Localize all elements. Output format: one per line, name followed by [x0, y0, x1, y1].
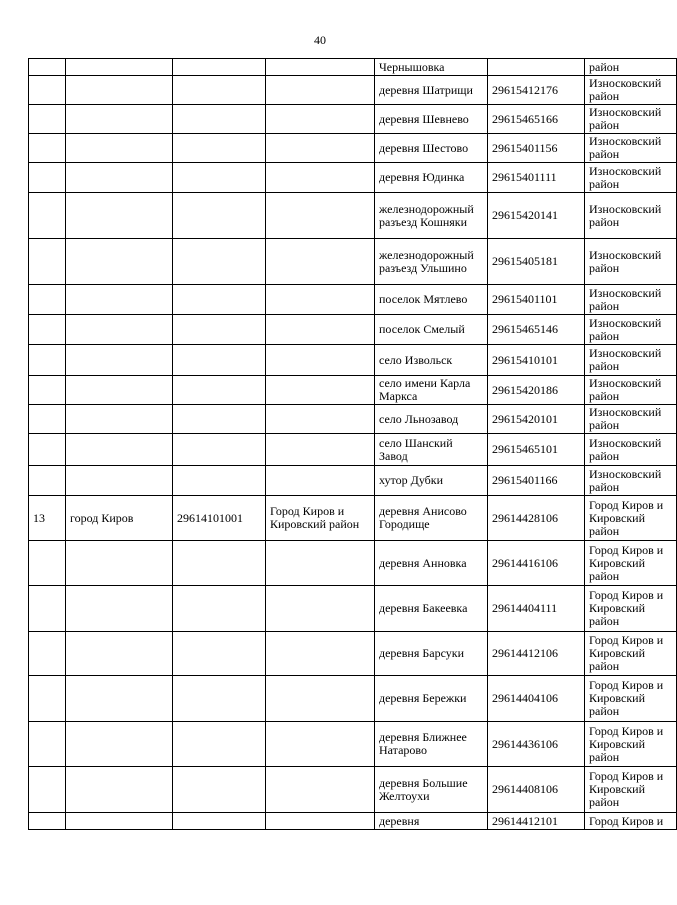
- oktmo-code-cell: [173, 345, 266, 376]
- oktmo-code-cell: [173, 285, 266, 315]
- municipal-district-cell: [266, 632, 375, 676]
- municipality-name-cell: [66, 59, 173, 76]
- locality-oktmo-cell: 29614404111: [488, 586, 585, 632]
- municipal-district-cell: [266, 345, 375, 376]
- locality-oktmo-cell: 29614428106: [488, 496, 585, 541]
- row-number-cell: [29, 767, 66, 813]
- municipal-district-cell: [266, 105, 375, 134]
- row-number-cell: [29, 632, 66, 676]
- locality-district-cell: Город Киров и Кировский район: [585, 767, 677, 813]
- oktmo-code-cell: [173, 434, 266, 466]
- municipal-district-cell: [266, 434, 375, 466]
- municipality-name-cell: [66, 134, 173, 163]
- oktmo-code-cell: [173, 76, 266, 105]
- locality-oktmo-cell: 29615405181: [488, 239, 585, 285]
- oktmo-code-cell: [173, 105, 266, 134]
- locality-district-cell: Износковский район: [585, 163, 677, 193]
- locality-oktmo-cell: 29615420141: [488, 193, 585, 239]
- locality-name-cell: деревня Юдинка: [375, 163, 488, 193]
- municipality-name-cell: [66, 586, 173, 632]
- municipal-district-cell: [266, 676, 375, 722]
- locality-oktmo-cell: 29615465146: [488, 315, 585, 345]
- municipality-name-cell: [66, 813, 173, 830]
- table-row: [29, 76, 677, 105]
- locality-name-cell: деревня Бакеевка: [375, 586, 488, 632]
- oktmo-code-cell: [173, 586, 266, 632]
- municipality-name-cell: [66, 163, 173, 193]
- locality-district-cell: Износковский район: [585, 466, 677, 496]
- page-number: 40: [314, 33, 326, 47]
- row-number-cell: [29, 541, 66, 586]
- locality-oktmo-cell: 29615412176: [488, 76, 585, 105]
- locality-name-cell: Чернышовка: [375, 59, 488, 76]
- row-number-cell: [29, 676, 66, 722]
- row-number-cell: [29, 134, 66, 163]
- locality-oktmo-cell: 29615420101: [488, 405, 585, 434]
- row-number-cell: [29, 105, 66, 134]
- locality-name-cell: деревня Ближнее Натарово: [375, 722, 488, 767]
- table-row: [29, 496, 677, 541]
- settlements-table: [28, 58, 677, 830]
- locality-name-cell: деревня Анновка: [375, 541, 488, 586]
- table-row: [29, 676, 677, 722]
- table-row: [29, 285, 677, 315]
- locality-oktmo-cell: 29614412101: [488, 813, 585, 830]
- locality-district-cell: Износковский район: [585, 134, 677, 163]
- municipality-name-cell: [66, 767, 173, 813]
- locality-oktmo-cell: 29615401111: [488, 163, 585, 193]
- locality-name-cell: деревня Бережки: [375, 676, 488, 722]
- municipality-name-cell: [66, 434, 173, 466]
- oktmo-code-cell: [173, 163, 266, 193]
- municipality-name-cell: [66, 632, 173, 676]
- oktmo-code-cell: [173, 239, 266, 285]
- locality-oktmo-cell: 29615401166: [488, 466, 585, 496]
- municipality-name-cell: [66, 285, 173, 315]
- row-number-cell: [29, 586, 66, 632]
- row-number-cell: [29, 59, 66, 76]
- locality-name-cell: деревня Шатрищи: [375, 76, 488, 105]
- municipality-name-cell: [66, 676, 173, 722]
- locality-district-cell: район: [585, 59, 677, 76]
- oktmo-code-cell: [173, 632, 266, 676]
- locality-name-cell: деревня Шевнево: [375, 105, 488, 134]
- table-row: [29, 541, 677, 586]
- table-row: [29, 376, 677, 405]
- row-number-cell: [29, 163, 66, 193]
- row-number-cell: [29, 239, 66, 285]
- locality-district-cell: Износковский район: [585, 239, 677, 285]
- locality-oktmo-cell: 29615420186: [488, 376, 585, 405]
- locality-district-cell: Износковский район: [585, 405, 677, 434]
- locality-district-cell: Город Киров и Кировский район: [585, 586, 677, 632]
- oktmo-code-cell: [173, 813, 266, 830]
- municipal-district-cell: [266, 466, 375, 496]
- row-number-cell: [29, 315, 66, 345]
- row-number-cell: [29, 405, 66, 434]
- locality-oktmo-cell: 29615465166: [488, 105, 585, 134]
- municipality-name-cell: [66, 722, 173, 767]
- locality-name-cell: деревня: [375, 813, 488, 830]
- table-row: [29, 434, 677, 466]
- locality-name-cell: село Извольск: [375, 345, 488, 376]
- locality-name-cell: село Льнозавод: [375, 405, 488, 434]
- locality-oktmo-cell: 29614436106: [488, 722, 585, 767]
- municipal-district-cell: [266, 315, 375, 345]
- oktmo-code-cell: [173, 315, 266, 345]
- locality-district-cell: Износковский район: [585, 345, 677, 376]
- row-number-cell: [29, 345, 66, 376]
- municipality-name-cell: [66, 315, 173, 345]
- municipality-name-cell: [66, 239, 173, 285]
- row-number-cell: [29, 434, 66, 466]
- locality-name-cell: село Шанский Завод: [375, 434, 488, 466]
- locality-name-cell: поселок Мятлево: [375, 285, 488, 315]
- row-number-cell: [29, 722, 66, 767]
- municipal-district-cell: [266, 586, 375, 632]
- locality-oktmo-cell: 29614408106: [488, 767, 585, 813]
- locality-district-cell: Износковский район: [585, 285, 677, 315]
- municipality-name-cell: [66, 405, 173, 434]
- locality-oktmo-cell: 29615410101: [488, 345, 585, 376]
- locality-oktmo-cell: 29615401156: [488, 134, 585, 163]
- locality-name-cell: железнодорожный разъезд Кошняки: [375, 193, 488, 239]
- locality-district-cell: Город Киров и Кировский район: [585, 496, 677, 541]
- oktmo-code-cell: [173, 405, 266, 434]
- oktmo-code-cell: 29614101001: [173, 496, 266, 541]
- oktmo-code-cell: [173, 466, 266, 496]
- locality-district-cell: Износковский район: [585, 315, 677, 345]
- table-row: [29, 134, 677, 163]
- municipal-district-cell: [266, 59, 375, 76]
- municipal-district-cell: [266, 813, 375, 830]
- table-row: [29, 466, 677, 496]
- table-row: [29, 105, 677, 134]
- municipal-district-cell: [266, 376, 375, 405]
- municipality-name-cell: город Киров: [66, 496, 173, 541]
- oktmo-code-cell: [173, 767, 266, 813]
- locality-name-cell: железнодорожный разъезд Ульшино: [375, 239, 488, 285]
- oktmo-code-cell: [173, 722, 266, 767]
- table-row: [29, 315, 677, 345]
- locality-name-cell: село имени Карла Маркса: [375, 376, 488, 405]
- row-number-cell: [29, 76, 66, 105]
- locality-oktmo-cell: 29615465101: [488, 434, 585, 466]
- locality-name-cell: деревня Барсуки: [375, 632, 488, 676]
- locality-oktmo-cell: 29614404106: [488, 676, 585, 722]
- municipal-district-cell: [266, 193, 375, 239]
- table-row: [29, 405, 677, 434]
- locality-district-cell: Город Киров и Кировский район: [585, 676, 677, 722]
- oktmo-code-cell: [173, 193, 266, 239]
- row-number-cell: [29, 813, 66, 830]
- municipality-name-cell: [66, 541, 173, 586]
- oktmo-code-cell: [173, 134, 266, 163]
- table-row: [29, 345, 677, 376]
- row-number-cell: [29, 193, 66, 239]
- table-row: [29, 163, 677, 193]
- locality-district-cell: Город Киров и: [585, 813, 677, 830]
- row-number-cell: [29, 466, 66, 496]
- locality-district-cell: Износковский район: [585, 434, 677, 466]
- municipality-name-cell: [66, 466, 173, 496]
- municipal-district-cell: [266, 722, 375, 767]
- municipality-name-cell: [66, 193, 173, 239]
- municipal-district-cell: [266, 767, 375, 813]
- table-row: [29, 59, 677, 76]
- table-row: [29, 767, 677, 813]
- row-number-cell: 13: [29, 496, 66, 541]
- locality-oktmo-cell: [488, 59, 585, 76]
- locality-name-cell: поселок Смелый: [375, 315, 488, 345]
- row-number-cell: [29, 376, 66, 405]
- locality-district-cell: Город Киров и Кировский район: [585, 722, 677, 767]
- locality-oktmo-cell: 29615401101: [488, 285, 585, 315]
- locality-oktmo-cell: 29614412106: [488, 632, 585, 676]
- municipal-district-cell: [266, 76, 375, 105]
- table-row: [29, 239, 677, 285]
- table-row: [29, 632, 677, 676]
- locality-name-cell: деревня Анисово Городище: [375, 496, 488, 541]
- row-number-cell: [29, 285, 66, 315]
- locality-district-cell: Город Киров и Кировский район: [585, 632, 677, 676]
- municipal-district-cell: [266, 285, 375, 315]
- municipality-name-cell: [66, 345, 173, 376]
- oktmo-code-cell: [173, 676, 266, 722]
- locality-district-cell: Город Киров и Кировский район: [585, 541, 677, 586]
- table-row: [29, 722, 677, 767]
- municipality-name-cell: [66, 105, 173, 134]
- municipal-district-cell: [266, 163, 375, 193]
- locality-oktmo-cell: 29614416106: [488, 541, 585, 586]
- locality-district-cell: Износковский район: [585, 376, 677, 405]
- table-row: [29, 586, 677, 632]
- municipal-district-cell: [266, 541, 375, 586]
- municipal-district-cell: [266, 239, 375, 285]
- locality-name-cell: хутор Дубки: [375, 466, 488, 496]
- oktmo-code-cell: [173, 541, 266, 586]
- municipality-name-cell: [66, 76, 173, 105]
- oktmo-code-cell: [173, 59, 266, 76]
- municipal-district-cell: [266, 405, 375, 434]
- locality-district-cell: Износковский район: [585, 193, 677, 239]
- locality-name-cell: деревня Шестово: [375, 134, 488, 163]
- municipal-district-cell: [266, 134, 375, 163]
- locality-district-cell: Износковский район: [585, 76, 677, 105]
- locality-district-cell: Износковский район: [585, 105, 677, 134]
- municipality-name-cell: [66, 376, 173, 405]
- oktmo-code-cell: [173, 376, 266, 405]
- locality-name-cell: деревня Большие Желтоухи: [375, 767, 488, 813]
- table-row: [29, 193, 677, 239]
- table-row: [29, 813, 677, 830]
- settlements-table-body: [29, 59, 677, 830]
- municipal-district-cell: Город Киров и Кировский район: [266, 496, 375, 541]
